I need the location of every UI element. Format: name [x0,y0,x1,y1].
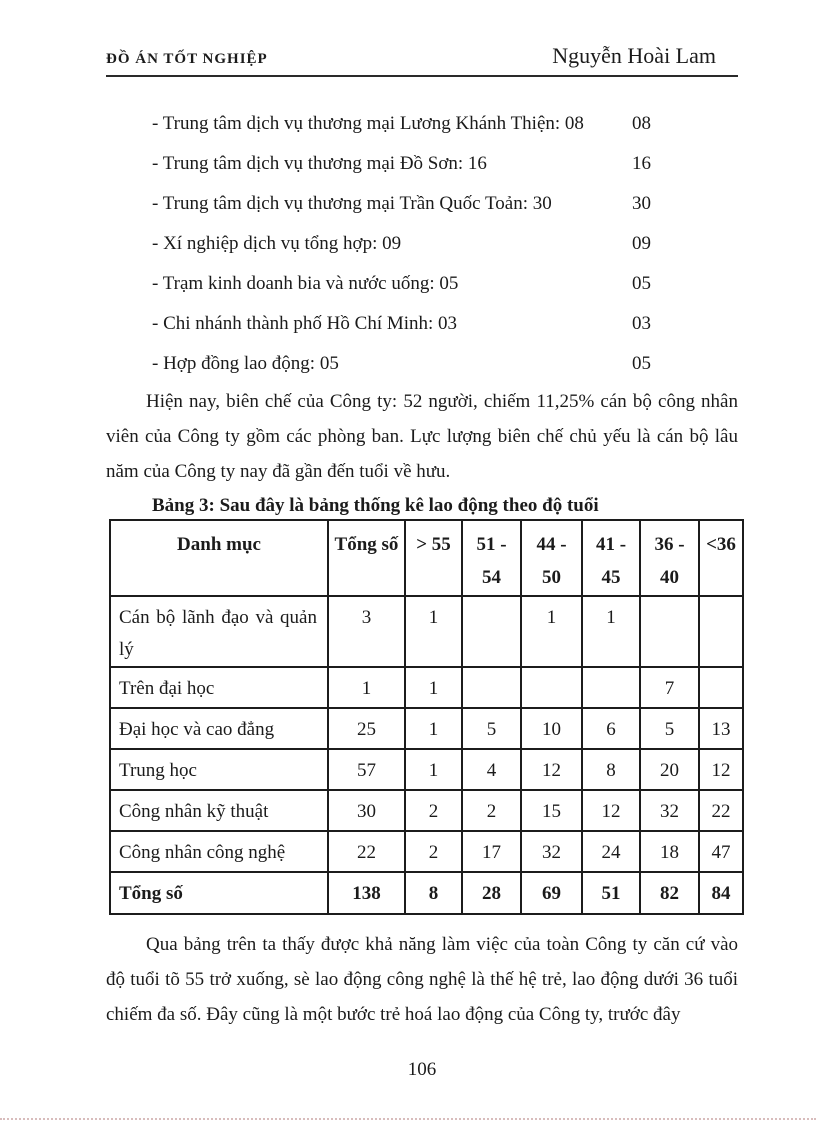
table-value-cell: 7 [640,667,699,708]
table-value-cell: 5 [462,708,521,749]
paragraph-current-staff: Hiện nay, biên chế của Công ty: 52 người, chiếm 11,25% cán bộ công nhân viên của Công ty gồm các phòng ban. Lực lượng biên chế chủ yếu là cán bộ lâu năm của Công ty nay đã gần đến tuổi về hưu. [106,391,738,482]
list-item [106,304,738,344]
table-value-cell: 12 [699,749,743,790]
table-value-cell: 1 [328,667,405,708]
header-document-title: ĐỒ ÁN TỐT NGHIỆP [106,51,268,67]
table-value-cell: 22 [699,790,743,831]
table-row [110,596,743,667]
table-value-cell: 1 [405,667,462,708]
list-item-label: - Trung tâm dịch vụ thương mại Trần Quốc Toản: 30 [152,193,552,214]
table-value-cell [640,596,699,667]
list-item-label: - Chi nhánh thành phố Hồ Chí Minh: 03 [152,313,458,334]
labor-age-statistics-table [109,519,744,915]
paragraph-analysis: Qua bảng trên ta thấy được khả năng làm việc của toàn Công ty căn cứ vào độ tuổi tõ 55 trở xuống, sè lao động công nghệ là thế hệ trẻ, lao động dưới 36 tuổi chiếm đa số. Đây cũng là một bước trẻ hoá lao động của Công ty, trước đây [106,934,738,1025]
table-header-line: 44 - [536,534,567,555]
list-item [106,144,738,184]
table-value-cell: 1 [521,596,582,667]
table-category-cell: Công nhân công nghệ [110,831,328,872]
list-item [106,104,738,144]
list-item [106,264,738,304]
table-value-cell: 1 [405,708,462,749]
table-value-cell: 3 [328,596,405,667]
table-header-line: 41 - [595,534,627,555]
table-value-cell: 15 [521,790,582,831]
table-category-cell: Trên đại học [110,667,328,708]
table-value-cell [462,667,521,708]
table-value-cell: 69 [521,872,582,914]
table-value-cell: 22 [328,831,405,872]
table-value-cell: 30 [328,790,405,831]
table-header-cell [405,520,462,596]
table-header-cell [521,520,582,596]
table-value-cell: 32 [521,831,582,872]
page-number: 106 [407,1059,437,1080]
table-total-row [110,872,743,914]
list-item-value: 05 [632,353,651,374]
header-author-name: Nguyễn Hoài Lam [552,43,716,68]
table-value-cell: 2 [462,790,521,831]
table-header-cell [699,520,743,596]
table-header-row [110,520,743,596]
page-bottom-dotted-line [0,1118,816,1120]
table-row [110,831,743,872]
table-category-cell: Tổng số [110,872,328,914]
table-caption: Bảng 3: Sau đây là bảng thống kê lao động theo độ tuổi [152,495,599,516]
branch-staff-list [106,104,738,384]
table-value-cell: 51 [582,872,640,914]
table-row [110,708,743,749]
table-category-cell: Đại học và cao đẳng [110,708,328,749]
table-value-cell [521,667,582,708]
table-value-cell [462,596,521,667]
list-item [106,184,738,224]
page-header [106,44,738,77]
table-header-line: Danh mục [177,534,261,555]
table-header [110,520,743,596]
table-value-cell: 1 [405,596,462,667]
table-value-cell: 12 [582,790,640,831]
table-value-cell: 25 [328,708,405,749]
table-row [110,749,743,790]
list-item-label: - Xí nghiệp dịch vụ tổng hợp: 09 [152,233,402,254]
table-category-cell: Trung học [110,749,328,790]
table-value-cell [582,667,640,708]
table-header-line: 50 [542,567,561,588]
list-item-label: - Hợp đồng lao động: 05 [152,353,339,374]
table-header-line: > 55 [416,534,451,555]
table-header-cell [328,520,405,596]
table-body [110,596,743,914]
table-value-cell: 13 [699,708,743,749]
table-header-line: Tổng số [334,534,399,555]
table-value-cell: 10 [521,708,582,749]
table-value-cell: 1 [405,749,462,790]
table-value-cell: 6 [582,708,640,749]
table-header-cell [640,520,699,596]
table-value-cell: 138 [328,872,405,914]
table-header-line: 45 [601,567,621,588]
list-item-value: 03 [632,313,651,334]
table-value-cell: 8 [405,872,462,914]
table-value-cell: 57 [328,749,405,790]
table-value-cell: 20 [640,749,699,790]
list-item-label: - Trung tâm dịch vụ thương mại Đồ Sơn: 16 [152,153,487,174]
table-value-cell: 24 [582,831,640,872]
table-value-cell: 47 [699,831,743,872]
list-item-label: - Trung tâm dịch vụ thương mại Lương Khánh Thiện: 08 [152,113,584,134]
list-item-value: 08 [632,113,651,134]
table-value-cell: 1 [582,596,640,667]
table-header-line: 54 [482,567,501,588]
table-value-cell: 2 [405,831,462,872]
table-value-cell: 5 [640,708,699,749]
list-item-label: - Trạm kinh doanh bia và nước uống: 05 [152,273,459,294]
table-value-cell: 18 [640,831,699,872]
table-value-cell: 82 [640,872,699,914]
list-item-value: 05 [632,273,651,294]
table-row [110,790,743,831]
table-value-cell [699,667,743,708]
table-header-cell [110,520,328,596]
table-header-line: 36 - [654,534,685,555]
table-value-cell: 2 [405,790,462,831]
list-item-value: 30 [632,193,651,214]
table-value-cell: 12 [521,749,582,790]
table-header-line: <36 [706,534,736,555]
list-item [106,344,738,384]
list-item-value: 09 [632,233,651,254]
table-value-cell: 17 [462,831,521,872]
table-header-cell [462,520,521,596]
table-value-cell [699,596,743,667]
table-header-line: 40 [660,567,679,588]
table-value-cell: 32 [640,790,699,831]
table-row [110,667,743,708]
table-value-cell: 8 [582,749,640,790]
table-value-cell: 28 [462,872,521,914]
list-item [106,224,738,264]
table-value-cell: 4 [462,749,521,790]
list-item-value: 16 [632,153,651,174]
table-value-cell: 84 [699,872,743,914]
table-category-cell: Công nhân kỹ thuật [110,790,328,831]
table-category-cell: Cán bộ lãnh đạo và quản lý [110,596,328,667]
table-header-line: 51 - [476,534,507,555]
table-header-cell [582,520,640,596]
